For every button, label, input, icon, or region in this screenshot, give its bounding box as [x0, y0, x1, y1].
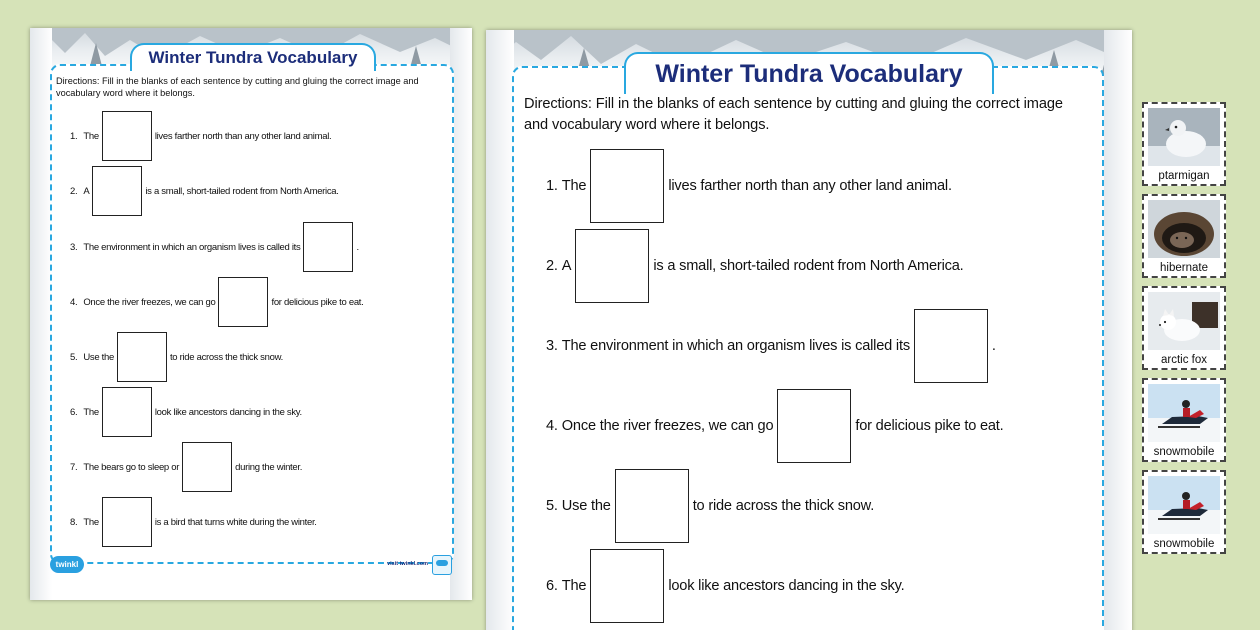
question-text-before: The	[83, 516, 99, 528]
visit-link[interactable]: visit twinkl.com	[387, 561, 428, 567]
question-text-before: The environment in which an organism lives is called its	[561, 338, 910, 354]
question-text-after: .	[991, 338, 996, 354]
question-text-before: The	[561, 578, 587, 594]
question-text-after: for delicious pike to eat.	[855, 418, 1004, 434]
card-arctic-fox[interactable]	[1142, 286, 1226, 370]
answer-blank[interactable]	[303, 222, 353, 272]
question-5	[70, 332, 283, 382]
question-4	[70, 277, 364, 327]
question-3	[546, 309, 996, 383]
question-text-before: Use the	[561, 498, 611, 514]
question-number: 6.	[546, 578, 558, 594]
question-text-before: The	[561, 178, 587, 194]
question-text-after: lives farther north than any other land animal.	[668, 178, 952, 194]
twinkl-logo[interactable]: twinkl	[50, 556, 84, 573]
question-text-before: The	[83, 406, 99, 418]
question-8	[70, 497, 317, 547]
snow-border-left	[30, 28, 52, 600]
question-text-after: is a small, short-tailed rodent from North America.	[145, 185, 339, 197]
answer-blank[interactable]	[777, 389, 851, 463]
question-number: 7.	[70, 461, 78, 473]
question-text-after: lives farther north than any other land animal.	[154, 130, 332, 142]
worksheet-title: Winter Tundra Vocabulary	[130, 43, 376, 71]
question-7	[70, 442, 302, 492]
card-label: snowmobile	[1153, 538, 1215, 550]
question-1	[546, 149, 952, 223]
question-text-before: Once the river freezes, we can go	[561, 418, 774, 434]
hibernating-bear-icon	[1148, 200, 1220, 258]
answer-blank[interactable]	[102, 387, 152, 437]
question-number: 6.	[70, 406, 78, 418]
question-text-before: The bears go to sleep or	[83, 461, 180, 473]
question-number: 4.	[70, 296, 78, 308]
question-2	[70, 166, 339, 216]
answer-blank[interactable]	[92, 166, 142, 216]
question-number: 5.	[546, 498, 558, 514]
question-text-after: to ride across the thick snow.	[169, 351, 283, 363]
worksheet-directions: Directions: Fill in the blanks of each sentence by cutting and gluing the correct image and vocabulary word where it belongs.	[56, 76, 419, 98]
question-5	[546, 469, 874, 543]
question-number: 3.	[70, 241, 78, 253]
answer-blank[interactable]	[117, 332, 167, 382]
question-number: 1.	[546, 178, 558, 194]
answer-blank[interactable]	[590, 149, 664, 223]
ptarmigan-icon	[1148, 108, 1220, 166]
question-text-after: look like ancestors dancing in the sky.	[668, 578, 905, 594]
question-text-before: A	[561, 258, 572, 274]
question-6	[546, 549, 904, 623]
card-hibernate[interactable]	[1142, 194, 1226, 278]
question-1	[70, 111, 331, 161]
question-2	[546, 229, 964, 303]
brand-badge-icon	[432, 555, 452, 575]
answer-blank[interactable]	[575, 229, 649, 303]
worksheet-thumbnail	[30, 28, 472, 600]
answer-blank[interactable]	[102, 111, 152, 161]
question-4	[546, 389, 1004, 463]
answer-blank[interactable]	[102, 497, 152, 547]
card-snowmobile-2[interactable]	[1142, 470, 1226, 554]
question-text-before: The	[83, 130, 99, 142]
question-text-after: look like ancestors dancing in the sky.	[154, 406, 302, 418]
question-6	[70, 387, 302, 437]
question-text-before: The environment in which an organism lives is called its	[83, 241, 301, 253]
question-text-after: .	[356, 241, 359, 253]
card-label: snowmobile	[1153, 446, 1215, 458]
question-text-before: A	[83, 185, 90, 197]
snow-border-right	[1104, 30, 1132, 630]
answer-blank[interactable]	[218, 277, 268, 327]
arctic-fox-icon	[1148, 292, 1220, 350]
worksheet-footer	[50, 554, 454, 576]
question-text-after: is a bird that turns white during the winter.	[154, 516, 317, 528]
question-text-before: Once the river freezes, we can go	[83, 296, 216, 308]
answer-blank[interactable]	[914, 309, 988, 383]
question-text-after: to ride across the thick snow.	[692, 498, 875, 514]
card-label: arctic fox	[1160, 354, 1207, 366]
answer-blank[interactable]	[590, 549, 664, 623]
card-label: hibernate	[1160, 262, 1208, 274]
question-number: 2.	[70, 185, 78, 197]
worksheet-preview	[486, 30, 1132, 630]
question-number: 5.	[70, 351, 78, 363]
question-text-after: is a small, short-tailed rodent from North America.	[653, 258, 964, 274]
question-number: 3.	[546, 338, 558, 354]
question-number: 1.	[70, 130, 78, 142]
snowmobile-icon	[1148, 384, 1220, 442]
question-text-after: during the winter.	[235, 461, 303, 473]
question-3	[70, 222, 359, 272]
question-number: 4.	[546, 418, 558, 434]
card-label: ptarmigan	[1158, 170, 1210, 182]
answer-blank[interactable]	[615, 469, 689, 543]
snowmobile-icon	[1148, 476, 1220, 534]
card-ptarmigan[interactable]	[1142, 102, 1226, 186]
question-text-after: for delicious pike to eat.	[271, 296, 364, 308]
worksheet-title: Winter Tundra Vocabulary	[624, 52, 994, 94]
question-number: 8.	[70, 516, 78, 528]
answer-blank[interactable]	[182, 442, 232, 492]
card-snowmobile[interactable]	[1142, 378, 1226, 462]
snow-border-left	[486, 30, 514, 630]
question-number: 2.	[546, 258, 558, 274]
question-text-before: Use the	[83, 351, 114, 363]
worksheet-directions: Directions: Fill in the blanks of each sentence by cutting and gluing the correct image and vocabulary word where it belongs.	[524, 96, 1063, 133]
